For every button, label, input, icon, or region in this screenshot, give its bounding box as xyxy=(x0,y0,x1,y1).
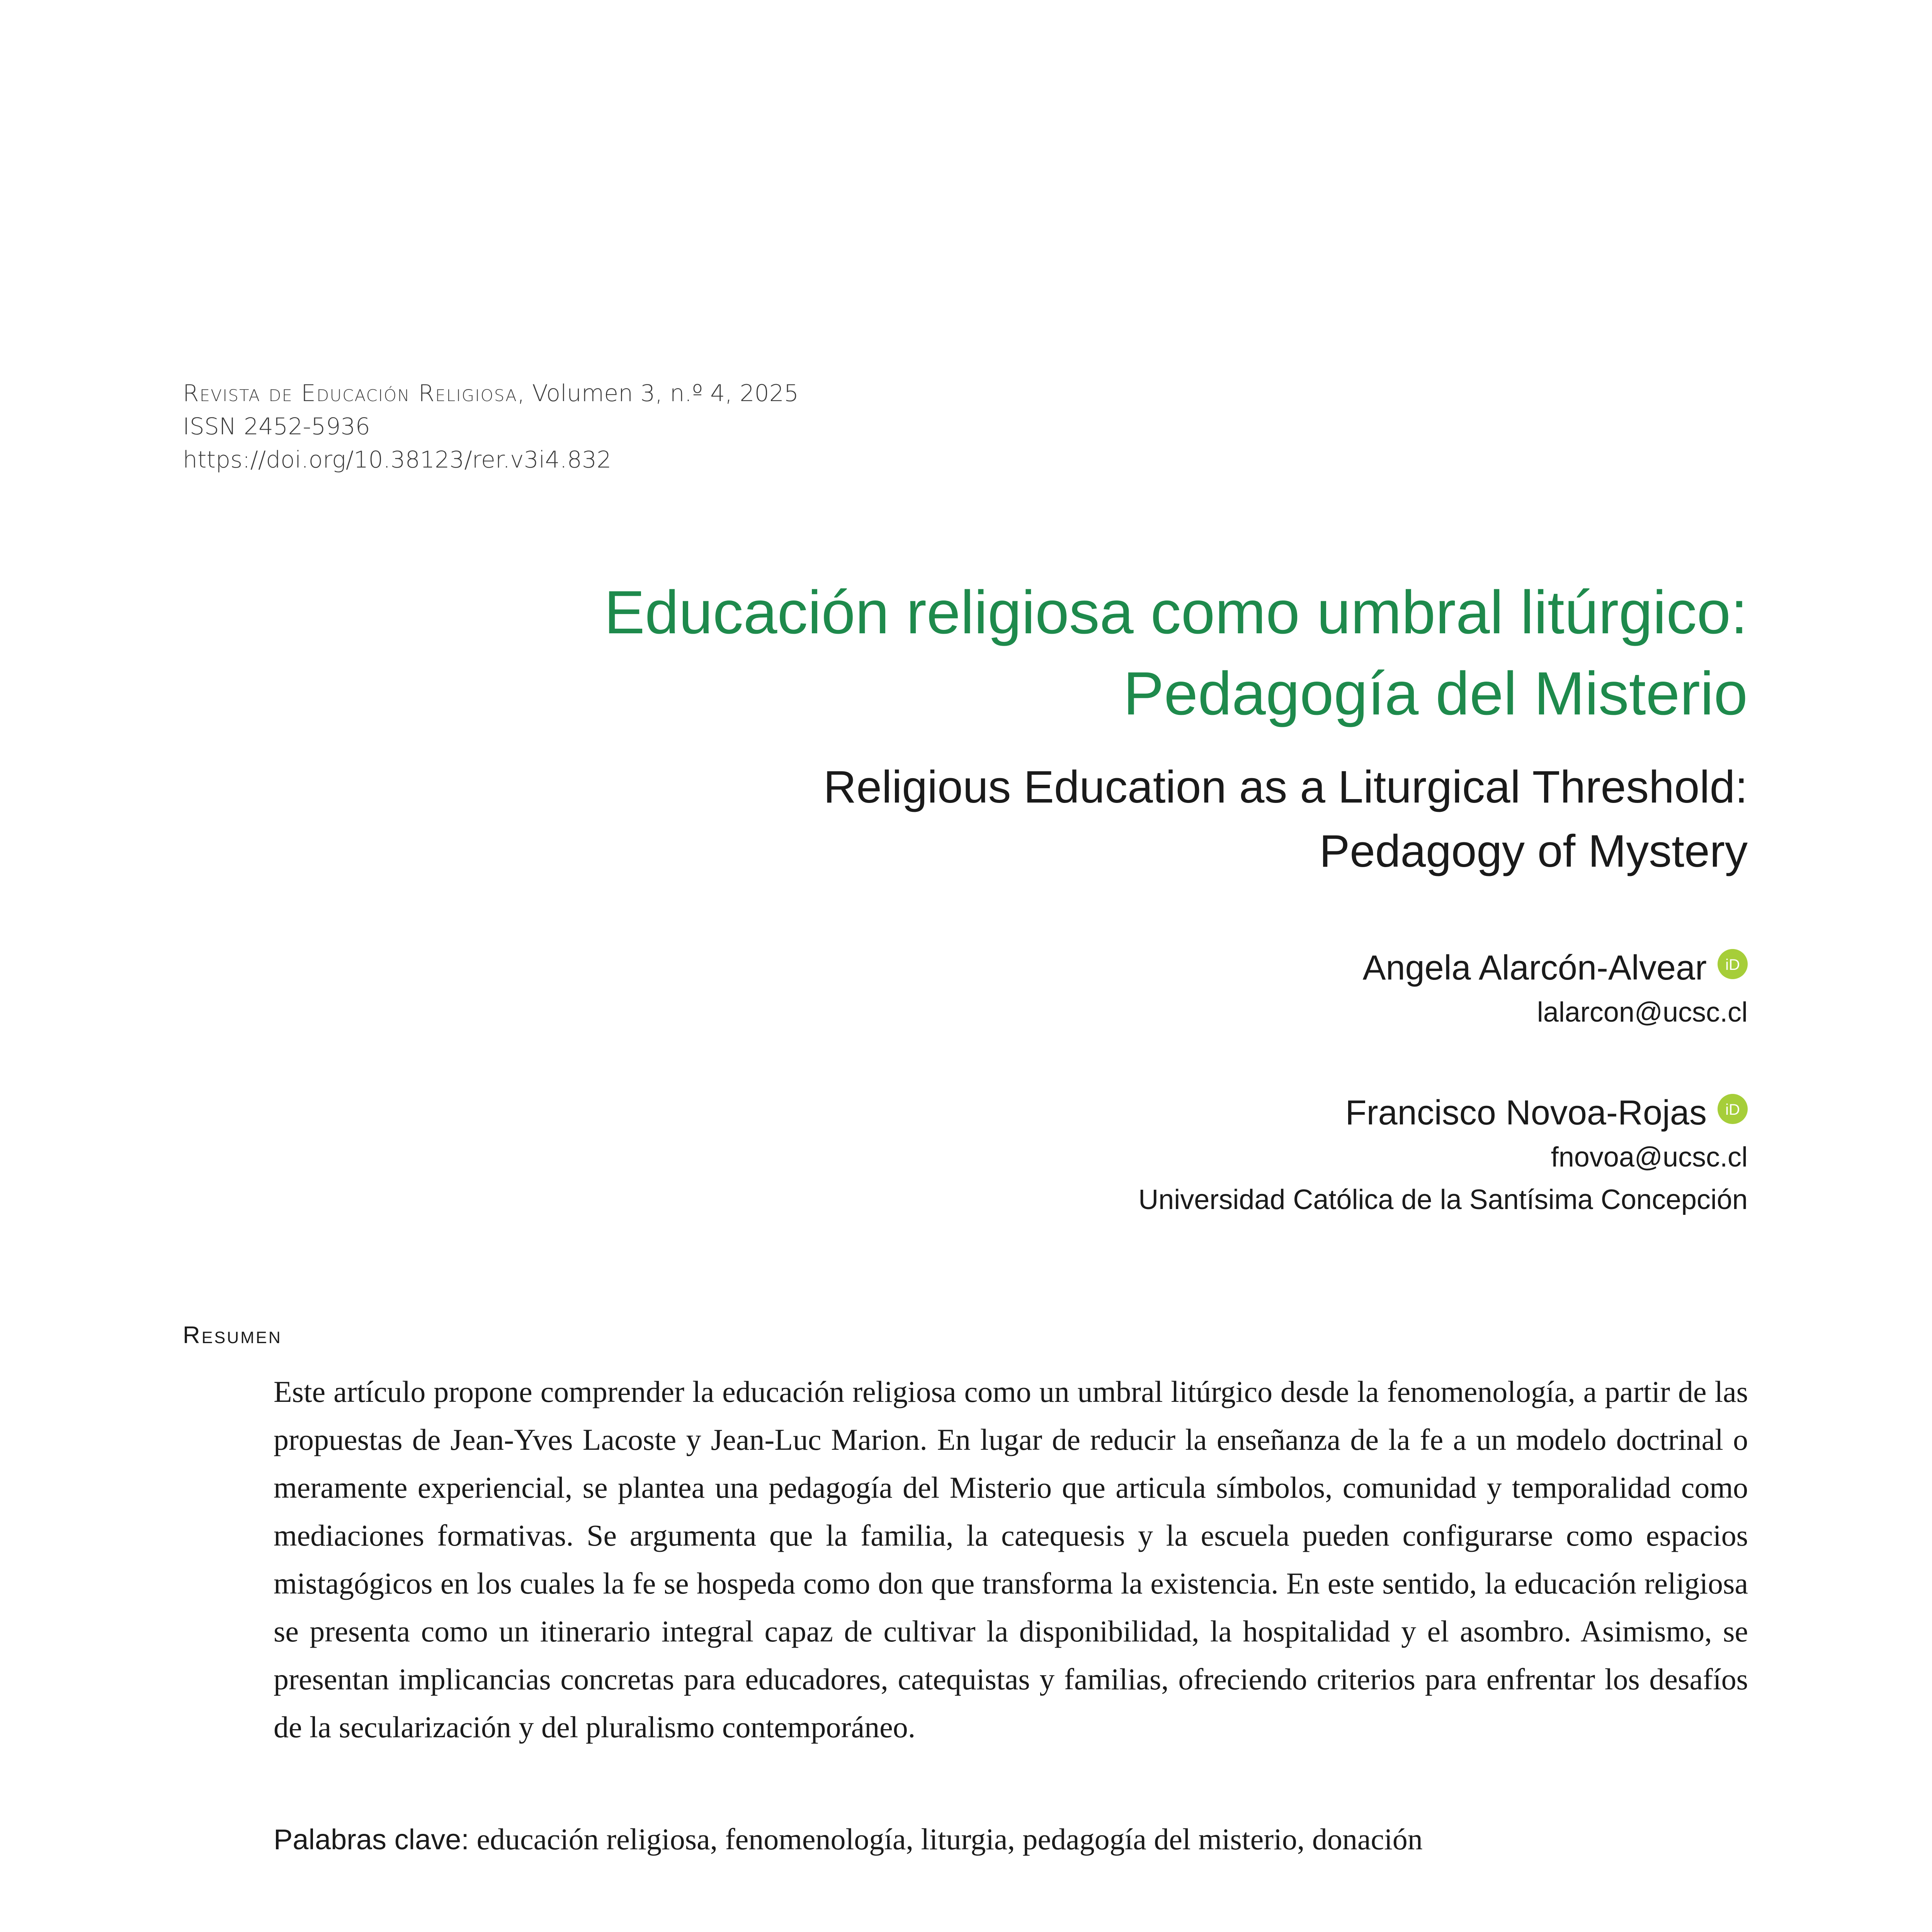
svg-text:iD: iD xyxy=(1725,1101,1740,1118)
author-name: Angela Alarcón-Alvear xyxy=(1362,949,1707,987)
orcid-icon[interactable] xyxy=(1718,949,1748,979)
journal-name: Revista de Educación Religiosa xyxy=(183,380,517,407)
resumen-keywords xyxy=(274,1816,1748,1863)
author-2 xyxy=(1138,1090,1748,1221)
title-spanish-line-2: Pedagogía del Misterio xyxy=(1123,660,1748,728)
author-name-wrapper xyxy=(1345,1090,1748,1136)
keywords-value: educación religiosa, fenomenología, liturgia, pedagogía del misterio, donación xyxy=(476,1822,1423,1856)
title-spanish xyxy=(604,572,1748,734)
journal-doi-link[interactable]: https://doi.org/10.38123/rer.v3i4.832 xyxy=(183,446,612,473)
journal-citation xyxy=(183,377,799,410)
title-spanish-line-1: Educación religiosa como umbral litúrgico: xyxy=(604,578,1748,646)
title-english-line-1: Religious Education as a Liturgical Threshold: xyxy=(823,762,1748,813)
title-english-line-2: Pedagogy of Mystery xyxy=(1319,826,1748,877)
author-1 xyxy=(1362,945,1748,1034)
journal-header xyxy=(183,377,799,476)
author-affiliation: Universidad Católica de la Santísima Concepción xyxy=(1138,1184,1748,1215)
title-english xyxy=(604,755,1748,883)
orcid-icon[interactable] xyxy=(1718,1094,1748,1124)
title-block xyxy=(604,572,1748,883)
resumen-heading: Resumen xyxy=(183,1322,282,1349)
journal-volume-issue: , Volumen 3, n.º 4, 2025 xyxy=(517,380,799,407)
keywords-label: Palabras clave: xyxy=(274,1823,469,1855)
author-email[interactable]: lalarcon@ucsc.cl xyxy=(1537,997,1748,1028)
author-email[interactable]: fnovoa@ucsc.cl xyxy=(1551,1142,1748,1173)
author-name: Francisco Novoa-Rojas xyxy=(1345,1094,1707,1132)
resumen-text: Este artículo propone comprender la educación religiosa como un umbral litúrgico desde la fenomenología, a partir de las propuestas de Jean-Yves Lacoste y Jean-Luc Marion. En lugar de reducir la enseñanza de la fe a un modelo doctrinal o meramente experiencial, se plantea una pedagogía del Misterio que articula símbolos, comunidad y temporalidad como mediaciones formativas. Se argumenta que la familia, la catequesis y la escuela pueden configurarse como espacios mistagógicos en los cuales la fe se hospeda como don que transforma la existencia. En este sentido, la educación religiosa se presenta como un itinerario integral capaz de cultivar la disponibilidad, la hospitalidad y el asombro. Asimismo, se presentan implicancias concretas para educadores, catequistas y familias, ofreciendo criterios para enfrentar los desafíos de la secularización y del pluralismo contemporáneo. xyxy=(274,1375,1748,1744)
author-name-wrapper xyxy=(1362,945,1748,991)
journal-issn: ISSN 2452-5936 xyxy=(183,413,370,440)
svg-text:iD: iD xyxy=(1725,956,1740,973)
